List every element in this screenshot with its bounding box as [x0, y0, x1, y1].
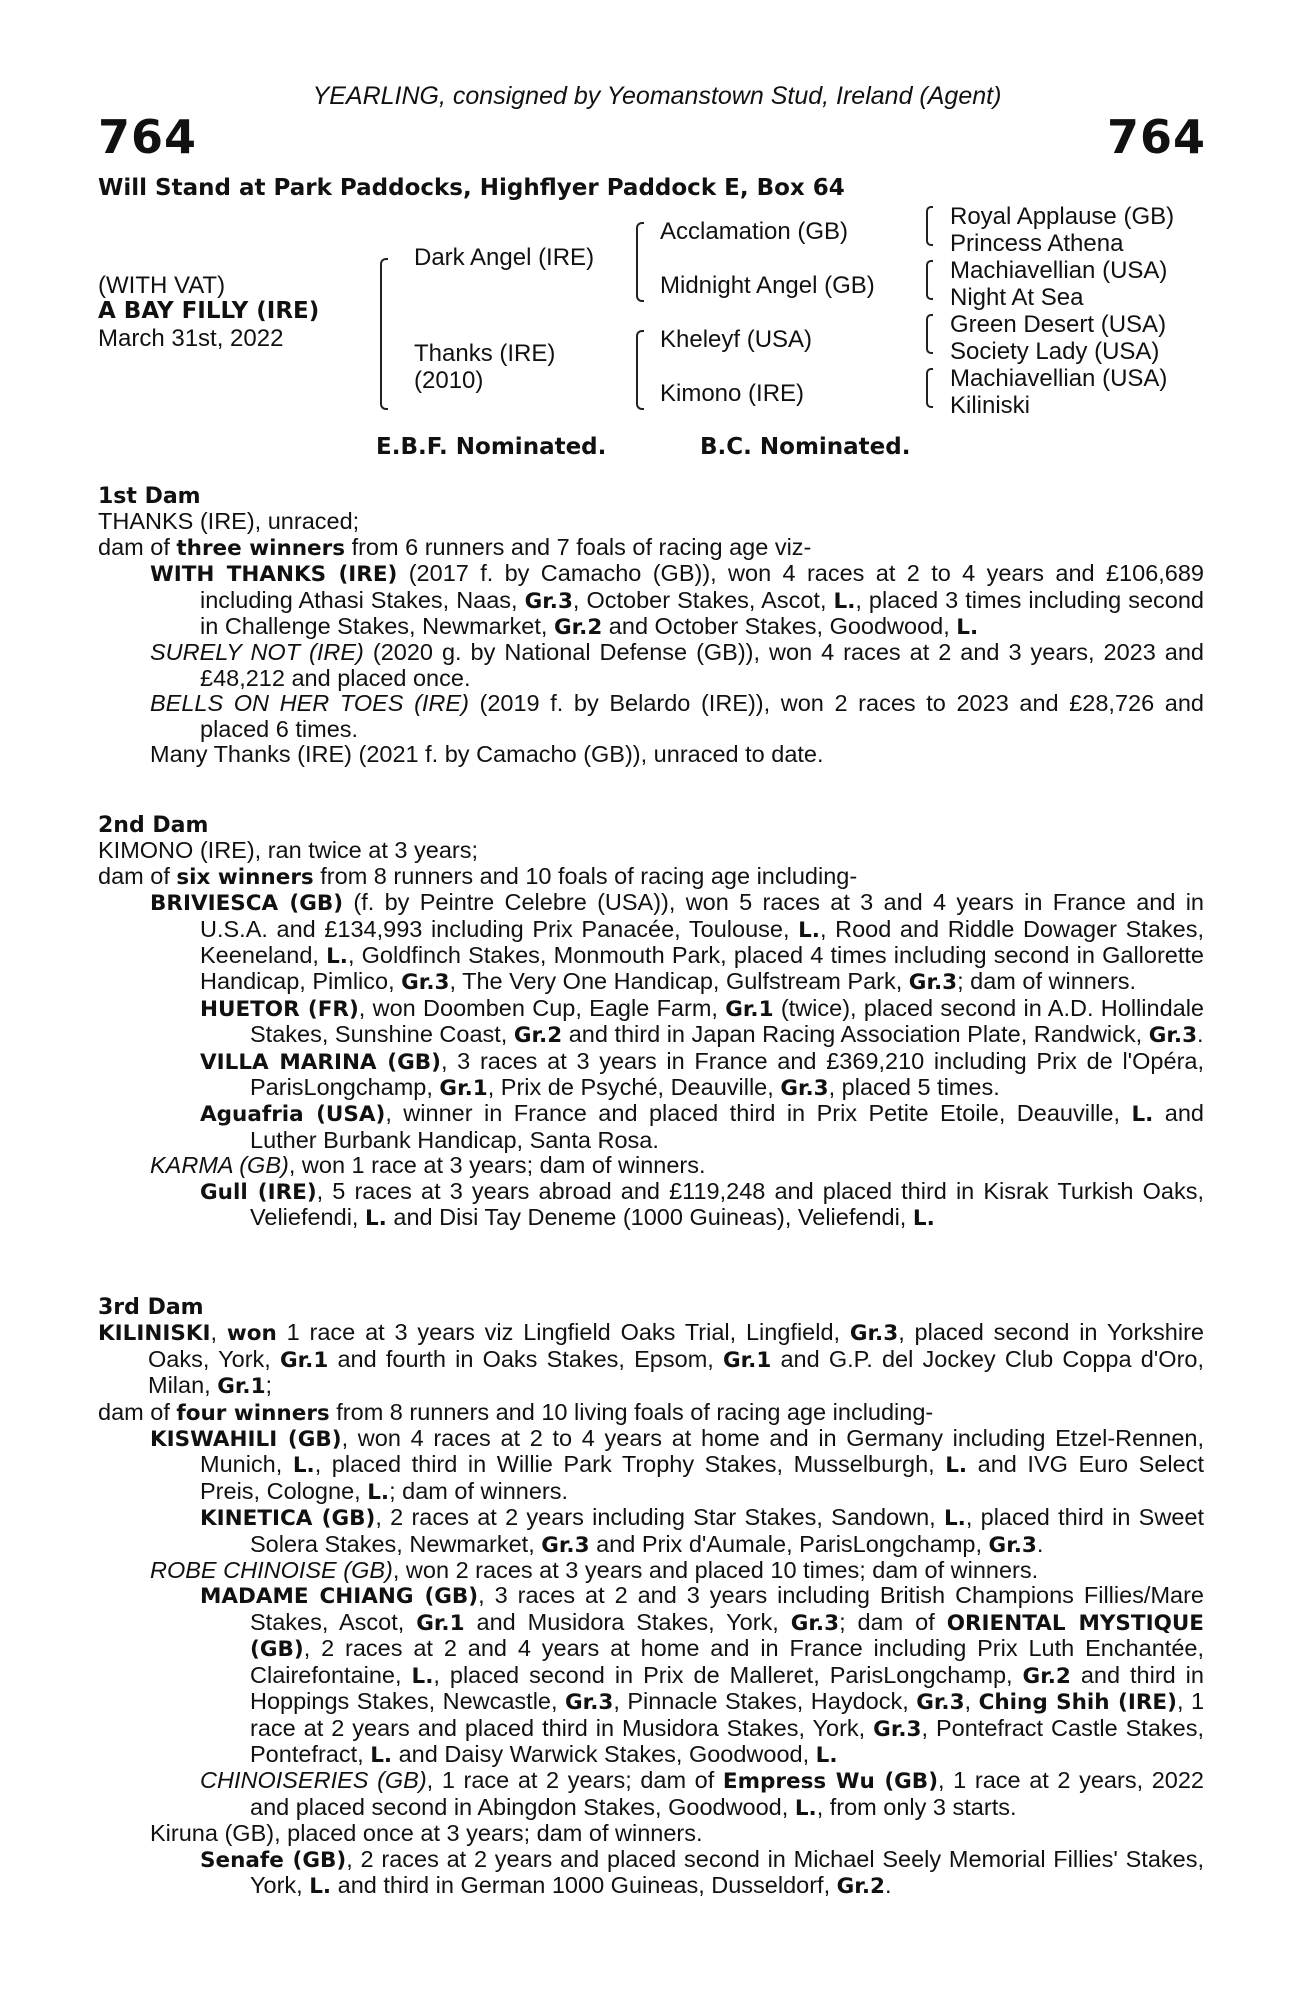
dam-name: Thanks (IRE)	[414, 340, 556, 367]
gen3-brace-3	[926, 314, 933, 354]
third-dam-produce-entry: CHINOISERIES (GB), 1 race at 2 years; dam of Empress Wu (GB), 1 race at 2 years, 2022 and placed second in Abingdon Stakes, Goodwood, L., from only 3 starts.	[200, 1767, 1204, 1821]
third-dam-produce-line: dam of four winners from 8 runners and 10 living foals of racing age including-	[98, 1398, 934, 1426]
sire-name: Dark Angel (IRE)	[414, 244, 595, 271]
gen3-sds: Machiavellian (USA)	[950, 257, 1168, 284]
third-dam-produce-entry: KISWAHILI (GB), won 4 races at 2 to 4 years at home and in Germany including Etzel-Rennen, Munich, L., placed third in Willie Park Trophy Stakes, Musselburgh, L. and IVG Euro Select Preis, Cologne, L.; dam of winners.	[150, 1425, 1204, 1505]
first-dam-heading: 1st Dam	[98, 484, 201, 509]
dam-brace	[636, 330, 644, 410]
second-dam-produce-entry: HUETOR (FR), won Doomben Cup, Eagle Farm, Gr.1 (twice), placed second in A.D. Hollindale Stakes, Sunshine Coast, Gr.2 and third in Japan Racing Association Plate, Randwick, Gr.3.	[200, 994, 1204, 1049]
lot-number-left: 764	[98, 110, 198, 164]
first-dam-section	[98, 484, 1204, 767]
second-dam-section	[98, 813, 1204, 1232]
dam-dam: Kimono (IRE)	[660, 380, 805, 407]
vat-note: (WITH VAT)	[98, 272, 226, 299]
gen3-ddd: Kiliniski	[950, 392, 1031, 419]
second-dam-produce-line: dam of six winners from 8 runners and 10 foals of racing age including-	[98, 862, 858, 890]
gen3-dss: Green Desert (USA)	[950, 311, 1167, 338]
gen3-dds: Machiavellian (USA)	[950, 365, 1168, 392]
third-dam-produce-entry: Kiruna (GB), placed once at 3 years; dam of winners.	[150, 1820, 703, 1847]
third-dam-heading: 3rd Dam	[98, 1295, 204, 1320]
second-dam-heading: 2nd Dam	[98, 813, 209, 838]
third-dam-intro: KILINISKI, won 1 race at 3 years viz Lingfield Oaks Trial, Lingfield, Gr.3, placed second in Yorkshire Oaks, York, Gr.1 and fourth in Oaks Stakes, Epsom, Gr.1 and G.P. del Jockey Club Coppa d'Oro, Milan, Gr.1;	[98, 1319, 1204, 1400]
third-dam-section	[98, 1295, 1204, 1899]
third-dam-produce-entry: KINETICA (GB), 2 races at 2 years including Star Stakes, Sandown, L., placed third in Sweet Solera Stakes, Newmarket, Gr.3 and Prix d'Aumale, ParisLongchamp, Gr.3.	[200, 1504, 1204, 1558]
horse-dob: March 31st, 2022	[98, 325, 284, 352]
first-dam-produce-entry: BELLS ON HER TOES (IRE) (2019 f. by Belardo (IRE)), won 2 races to 2023 and £28,726 and placed 6 times.	[150, 690, 1204, 742]
dam-sire: Kheleyf (USA)	[660, 326, 813, 353]
ebf-nomination: E.B.F. Nominated.	[376, 434, 607, 460]
third-dam-produce-entry: MADAME CHIANG (GB), 3 races at 2 and 3 years including British Champions Fillies/Mare Stakes, Ascot, Gr.1 and Musidora Stakes, York, Gr.3; dam of ORIENTAL MYSTIQUE (GB), 2 races at 2 and 4 years at home and in France including Prix Luth Enchantée, Clairefontaine, L., placed second in Prix de Malleret, ParisLongchamp, Gr.2 and third in Hoppings Stakes, Newcastle, Gr.3, Pinnacle Stakes, Haydock, Gr.3, Ching Shih (IRE), 1 race at 2 years and placed third in Musidora Stakes, York, Gr.3, Pontefract Castle Stakes, Pontefract, L. and Daisy Warwick Stakes, Goodwood, L.	[200, 1582, 1205, 1768]
bc-nomination: B.C. Nominated.	[700, 434, 911, 460]
first-dam-produce-entry: SURELY NOT (IRE) (2020 g. by National Defense (GB)), won 4 races at 2 and 3 years, 2023 and £48,212 and placed once.	[150, 639, 1204, 691]
first-dam-produce-entry: WITH THANKS (IRE) (2017 f. by Camacho (GB)), won 4 races at 2 to 4 years and £106,689 including Athasi Stakes, Naas, Gr.3, October Stakes, Ascot, L., placed 3 times including second in Challenge Stakes, Newmarket, Gr.2 and October Stakes, Goodwood, L.	[150, 560, 1205, 641]
second-dam-entries	[98, 890, 1204, 1231]
second-dam-produce-entry: VILLA MARINA (GB), 3 races at 3 years in France and £369,210 including Prix de l'Opéra, ParisLongchamp, Gr.1, Prix de Psyché, Deauville, Gr.3, placed 5 times.	[200, 1047, 1204, 1102]
gen3-dsd: Society Lady (USA)	[950, 338, 1160, 365]
gen3-ssd: Princess Athena	[950, 230, 1124, 257]
dam-year: (2010)	[414, 367, 484, 394]
third-dam-produce-entry: ROBE CHINOISE (GB), won 2 races at 3 years and placed 10 times; dam of winners.	[150, 1557, 1039, 1584]
first-dam-entries	[98, 561, 1204, 767]
consignment-line: YEARLING, consigned by Yeomanstown Stud, Ireland (Agent)	[312, 82, 1002, 110]
pedigree-brace-main	[380, 258, 388, 410]
lot-number-right: 764	[1106, 110, 1206, 164]
second-dam-produce-entry: Gull (IRE), 5 races at 3 years abroad and £119,248 and placed third in Kisrak Turkish Oaks, Veliefendi, L. and Disi Tay Deneme (1000 Guineas), Veliefendi, L.	[200, 1177, 1204, 1232]
second-dam-produce-entry: KARMA (GB), won 1 race at 3 years; dam of winners.	[150, 1152, 706, 1179]
horse-name: A BAY FILLY (IRE)	[98, 298, 320, 324]
first-dam-produce-line: dam of three winners from 6 runners and 7 foals of racing age viz-	[98, 533, 812, 561]
sire-sire: Acclamation (GB)	[660, 218, 849, 245]
first-dam-produce-entry: Many Thanks (IRE) (2021 f. by Camacho (GB)), unraced to date.	[150, 741, 824, 768]
second-dam-produce-entry: Aguafria (USA), winner in France and placed third in Prix Petite Etoile, Deauville, L. and Luther Burbank Handicap, Santa Rosa.	[200, 1100, 1204, 1153]
gen3-brace-1	[926, 206, 933, 246]
sire-brace	[636, 222, 644, 302]
gen3-sss: Royal Applause (GB)	[950, 203, 1175, 230]
second-dam-line: KIMONO (IRE), ran twice at 3 years;	[98, 837, 479, 864]
first-dam-line: THANKS (IRE), unraced;	[98, 508, 360, 535]
stand-location: Will Stand at Park Paddocks, Highflyer Paddock E, Box 64	[98, 175, 845, 201]
gen3-brace-2	[926, 260, 933, 300]
third-dam-entries	[98, 1426, 1204, 1899]
gen3-sdd: Night At Sea	[950, 284, 1084, 311]
third-dam-produce-entry: Senafe (GB), 2 races at 2 years and placed second in Michael Seely Memorial Fillies' Stakes, York, L. and third in German 1000 Guineas, Dusseldorf, Gr.2.	[200, 1845, 1204, 1899]
gen3-brace-4	[926, 368, 933, 408]
sire-dam: Midnight Angel (GB)	[660, 272, 875, 299]
second-dam-produce-entry: BRIVIESCA (GB) (f. by Peintre Celebre (USA)), won 5 races at 3 and 4 years in France and in U.S.A. and £134,993 including Prix Panacée, Toulouse, L., Rood and Riddle Dowager Stakes, Keeneland, L., Goldfinch Stakes, Monmouth Park, placed 4 times including second in Gallorette Handicap, Pimlico, Gr.3, The Very One Handicap, Gulfstream Park, Gr.3; dam of winners.	[150, 889, 1205, 996]
